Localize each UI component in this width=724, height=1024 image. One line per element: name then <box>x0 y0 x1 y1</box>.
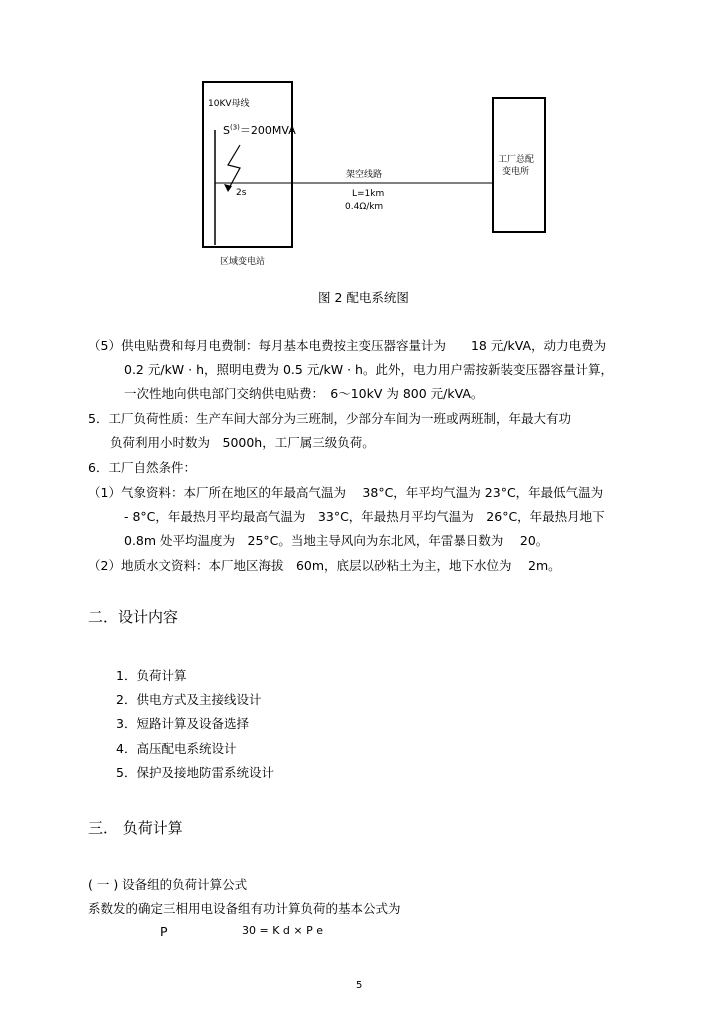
body-line-10: （2）地质水文资料：本厂地区海拔 60m，底层以砂粘土为主，地下水位为 2m。 <box>88 558 561 573</box>
line-label: 架空线路 <box>346 170 383 180</box>
section2-item-1: 1．负荷计算 <box>116 668 187 683</box>
section3-sub2: 系数发的确定三相用电设备组有功计算负荷的基本公式为 <box>88 901 401 916</box>
body-line-5: 负荷利用小时数为 5000h，工厂属三级负荷。 <box>110 435 375 450</box>
body-line-6: 6．工厂自然条件： <box>88 460 196 475</box>
plant-sub-label-2: 变电所 <box>502 167 530 177</box>
section3-title: 三． 负荷计算 <box>88 819 183 837</box>
body-line-3: 一次性地向供电部门交纳供电贴费： 6～10kV 为 800 元/kVA。 <box>124 386 484 401</box>
body-line-4: 5．工厂负荷性质：生产车间大部分为三班制，少部分车间为一班或两班制，年最大有功 <box>88 411 571 426</box>
plant-sub-label-1: 工厂总配 <box>498 155 535 165</box>
regional-sub-label: 区域变电站 <box>220 257 266 267</box>
section2-item-2: 2．供电方式及主接线设计 <box>116 692 262 707</box>
body-line-1: （5）供电贴费和每月电费制：每月基本电费按主变压器容量计为 18 元/kVA，动力电费为 <box>88 338 607 353</box>
time-label: 2s <box>236 188 247 198</box>
impedance-label: 0.4Ω/km <box>345 202 384 212</box>
body-line-8: - 8°C，年最热月平均最高气温为 33°C，年最热月平均气温为 26°C，年最热月地下 <box>124 509 605 524</box>
section2-item-5: 5．保护及接地防雷系统设计 <box>116 765 274 780</box>
length-label: L=1km <box>352 189 385 199</box>
section2-item-3: 3．短路计算及设备选择 <box>116 716 249 731</box>
page-number: 5 <box>356 980 363 991</box>
diagram-lines <box>0 0 724 260</box>
body-line-9: 0.8m 处平均温度为 25°C。当地主导风向为东北风，年雷暴日数为 20。 <box>124 533 549 548</box>
body-line-7: （1）气象资料：本厂所在地区的年最高气温为 38°C，年平均气温为 23°C，年最低气温为 <box>88 485 604 500</box>
section2-title: 二．设计内容 <box>88 608 179 626</box>
section2-item-4: 4．高压配电系统设计 <box>116 741 237 756</box>
short-circuit-label: $S^{(3)}=200MVA$ <box>223 123 296 137</box>
figure-caption: 图 2 配电系统图 <box>318 290 409 305</box>
formula-p: P <box>160 924 168 939</box>
bus-label: 10KV母线 <box>208 99 250 109</box>
section3-sub1: ( 一 ) 设备组的负荷计算公式 <box>88 877 248 892</box>
body-line-2: 0.2 元/kW · h，照明电费为 0.5 元/kW · h。此外，电力用户需按新装变压器容量计算， <box>124 362 613 377</box>
formula-rest: 30 = K d × P e <box>242 924 324 937</box>
